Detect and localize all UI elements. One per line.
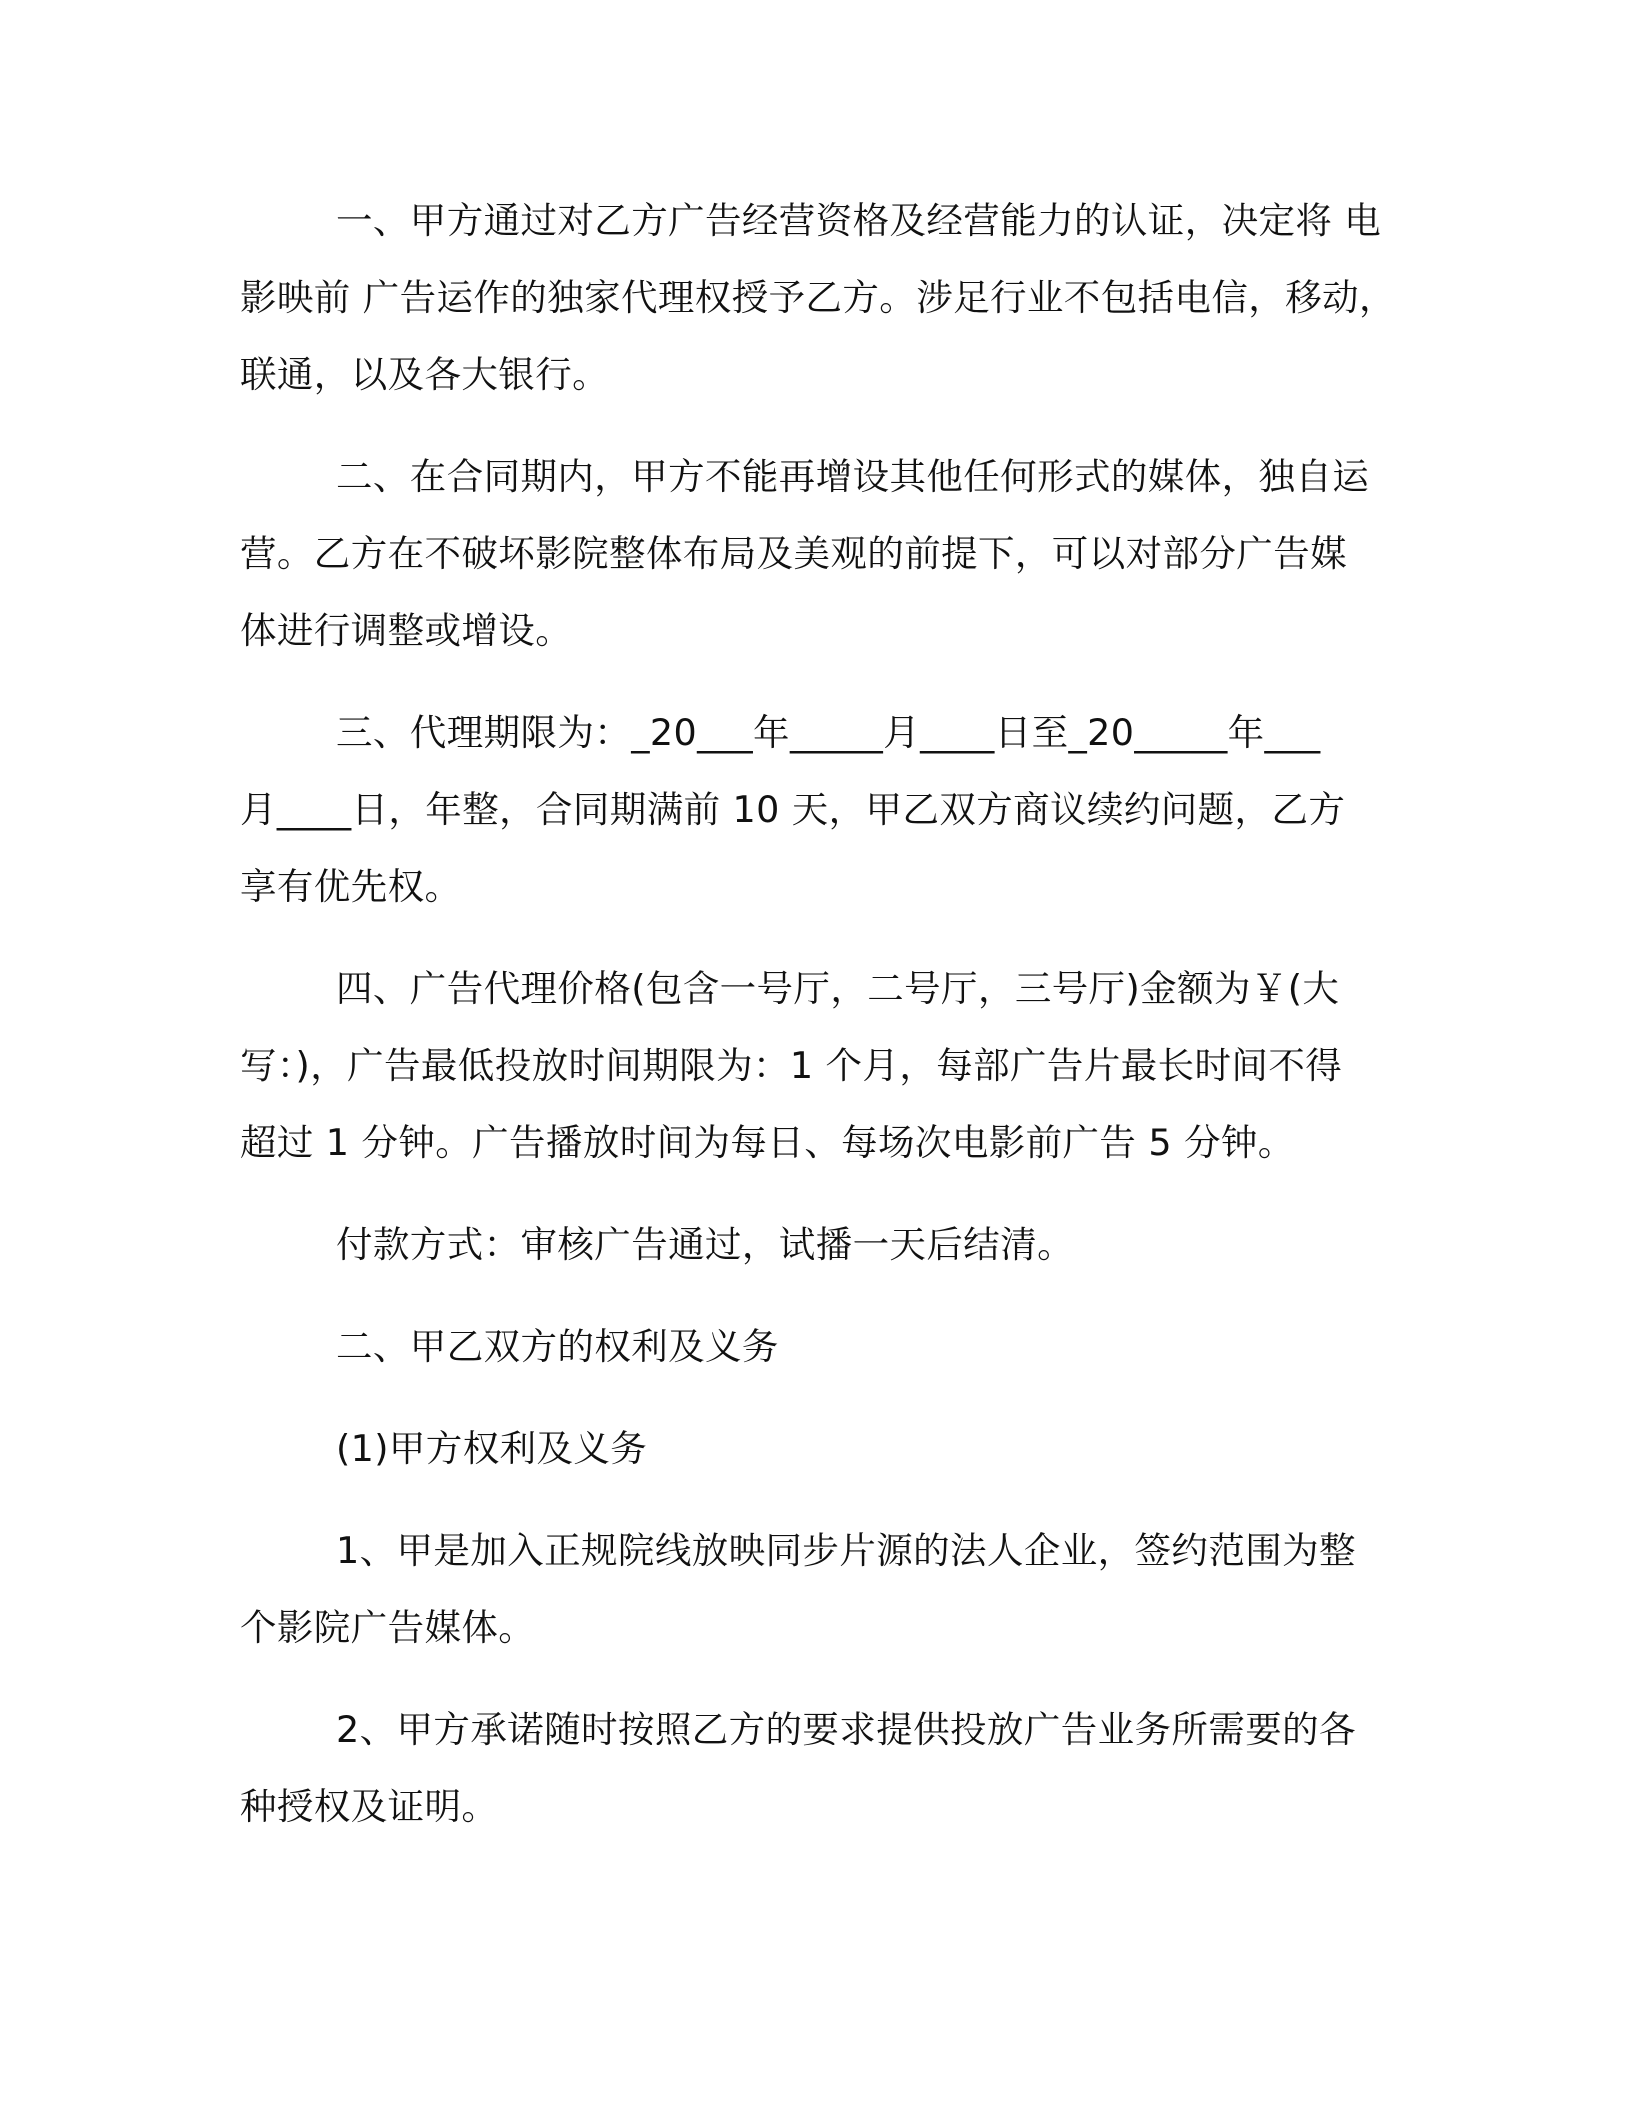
paragraph-3	[240, 694, 1385, 925]
payment-method	[240, 1206, 1385, 1283]
paragraph-4-line-2: 写：)，广告最低投放时间期限为：1 个月，每部广告片最长时间不得	[240, 1044, 1343, 1087]
clause-1-line-1: 1、甲是加入正规院线放映同步片源的法人企业，签约范围为整	[336, 1529, 1356, 1572]
clause-1-line-2: 个影院广告媒体。	[240, 1606, 536, 1649]
paragraph-1-line-1: 一、甲方通过对乙方广告经营资格及经营能力的认证，决定将 电	[336, 199, 1382, 242]
document-page	[240, 182, 1396, 1845]
clause-2-line-2: 种授权及证明。	[240, 1785, 499, 1828]
paragraph-2-line-1: 二、在合同期内，甲方不能再增设其他任何形式的媒体，独自运	[336, 455, 1370, 498]
paragraph-4-line-3: 超过 1 分钟。广告播放时间为每日、每场次电影前广告 5 分钟。	[240, 1121, 1295, 1164]
section-heading-rights	[240, 1308, 1385, 1385]
paragraph-4	[240, 950, 1385, 1181]
paragraph-1-line-2: 影映前 广告运作的独家代理权授予乙方。涉足行业不包括电信，移动，	[240, 276, 1396, 319]
clause-2	[240, 1691, 1385, 1845]
clause-1	[240, 1512, 1385, 1666]
paragraph-2-line-3: 体进行调整或增设。	[240, 609, 573, 652]
clause-2-line-1: 2、甲方承诺随时按照乙方的要求提供投放广告业务所需要的各	[336, 1708, 1356, 1751]
paragraph-3-line-3: 享有优先权。	[240, 865, 462, 908]
subsection-heading-party-a-line: (1)甲方权利及义务	[336, 1427, 648, 1470]
payment-method-line: 付款方式：审核广告通过，试播一天后结清。	[336, 1223, 1074, 1266]
section-heading-rights-line: 二、甲乙双方的权利及义务	[336, 1325, 779, 1368]
paragraph-4-line-1: 四、广告代理价格(包含一号厅，二号厅，三号厅)金额为￥(大	[336, 967, 1340, 1010]
paragraph-3-line-1: 三、代理期限为：_20___年_____月____日至_20_____年___	[336, 711, 1321, 754]
paragraph-3-line-2: 月____日，年整，合同期满前 10 天，甲乙双方商议续约问题，乙方	[240, 788, 1346, 831]
paragraph-1	[240, 182, 1396, 413]
paragraph-1-line-3: 联通，以及各大银行。	[240, 353, 609, 396]
paragraph-2	[240, 438, 1385, 669]
paragraph-2-line-2: 营。乙方在不破坏影院整体布局及美观的前提下，可以对部分广告媒	[240, 532, 1347, 575]
subsection-heading-party-a	[240, 1410, 1385, 1487]
